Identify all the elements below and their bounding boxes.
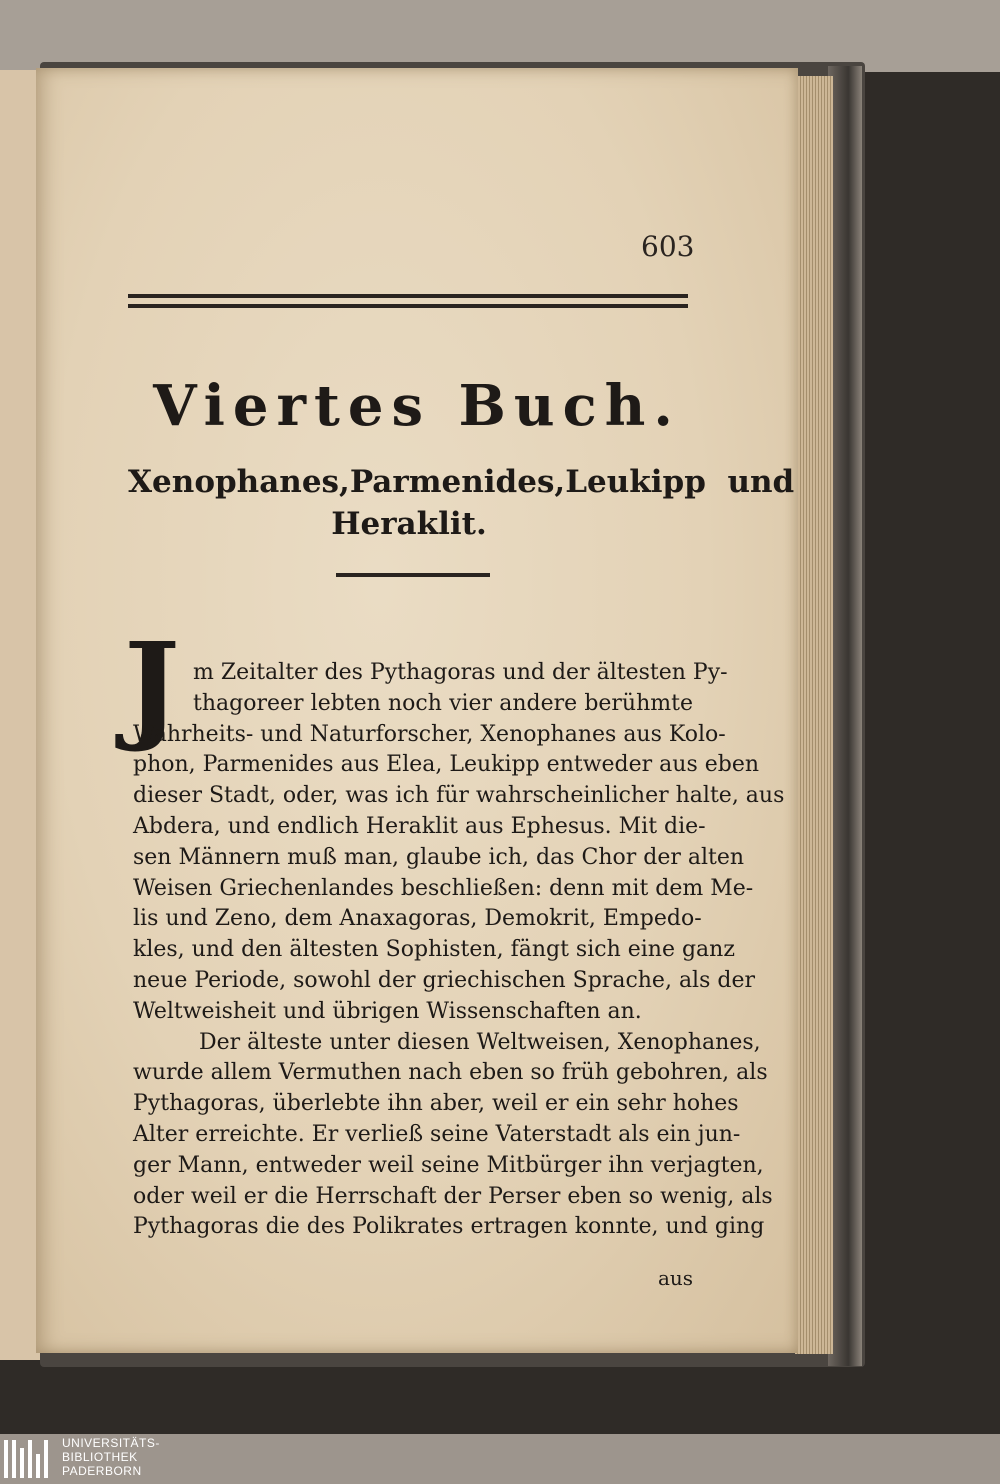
subtitle-word: Parmenides, bbox=[349, 464, 566, 500]
library-logo-icon bbox=[0, 1434, 55, 1484]
title-divider bbox=[336, 573, 490, 577]
page-stack bbox=[795, 76, 833, 1354]
text-line: thagoreer lebten noch vier andere berühmte bbox=[193, 690, 693, 716]
text-line: dieser Stadt, oder, was ich für wahrscheinlicher halte, aus bbox=[133, 783, 785, 809]
text-line: Alter erreichte. Er verließ seine Vaterstadt als ein jun- bbox=[133, 1121, 741, 1147]
text-line: Pythagoras die des Polikrates ertragen konnte, und ging bbox=[133, 1214, 765, 1240]
text-line: Weisen Griechenlandes beschließen: denn mit dem Me- bbox=[133, 875, 754, 901]
library-name-line: PADERBORN bbox=[62, 1464, 142, 1478]
subtitle-line-2: Heraklit. bbox=[331, 506, 487, 542]
text-line: Weltweisheit und übrigen Wissenschaften an. bbox=[133, 998, 642, 1024]
book-title: Viertes Buch. bbox=[153, 373, 681, 439]
drop-capital: J bbox=[124, 616, 180, 755]
library-name bbox=[62, 1436, 160, 1478]
page-number: 603 bbox=[641, 230, 695, 263]
subtitle-word: Leukipp bbox=[565, 464, 706, 500]
header-double-rule bbox=[128, 292, 688, 312]
text-line: m Zeitalter des Pythagoras und der ältesten Py- bbox=[193, 660, 728, 685]
library-name-line: UNIVERSITÄTS- bbox=[62, 1436, 160, 1450]
text-line: lis und Zeno, dem Anaxagoras, Demokrit, Empedo- bbox=[133, 906, 702, 932]
text-line: Der älteste unter diesen Weltweisen, Xenophanes, bbox=[199, 1029, 761, 1055]
text-line: wurde allem Vermuthen nach eben so früh gebohren, als bbox=[133, 1060, 768, 1086]
library-name-line: BIBLIOTHEK bbox=[62, 1450, 138, 1464]
text-line: ger Mann, entweder weil seine Mitbürger ihn verjagten, bbox=[133, 1152, 764, 1178]
text-line: phon, Parmenides aus Elea, Leukipp entweder aus eben bbox=[133, 752, 760, 778]
body-text bbox=[133, 658, 785, 1243]
text-line: Pythagoras, überlebte ihn aber, weil er ein sehr hohes bbox=[133, 1091, 739, 1117]
catchword: aus bbox=[658, 1266, 694, 1290]
text-line: sen Männern muß man, glaube ich, das Chor der alten bbox=[133, 844, 745, 870]
text-line: kles, und den ältesten Sophisten, fängt sich eine ganz bbox=[133, 937, 735, 963]
text-line: Abdera, und endlich Heraklit aus Ephesus. Mit die- bbox=[133, 813, 706, 839]
text-line: neue Periode, sowohl der griechischen Sprache, als der bbox=[133, 967, 755, 993]
book-page bbox=[36, 68, 798, 1353]
text-line: Wahrheits- und Naturforscher, Xenophanes aus Kolo- bbox=[133, 721, 726, 747]
subtitle-word: und bbox=[727, 464, 795, 500]
chapter-subtitle bbox=[128, 464, 795, 548]
subtitle-word: Xenophanes, bbox=[128, 464, 350, 500]
book-cover-edge bbox=[828, 66, 862, 1366]
text-line: oder weil er die Herrschaft der Perser eben so wenig, als bbox=[133, 1183, 773, 1209]
